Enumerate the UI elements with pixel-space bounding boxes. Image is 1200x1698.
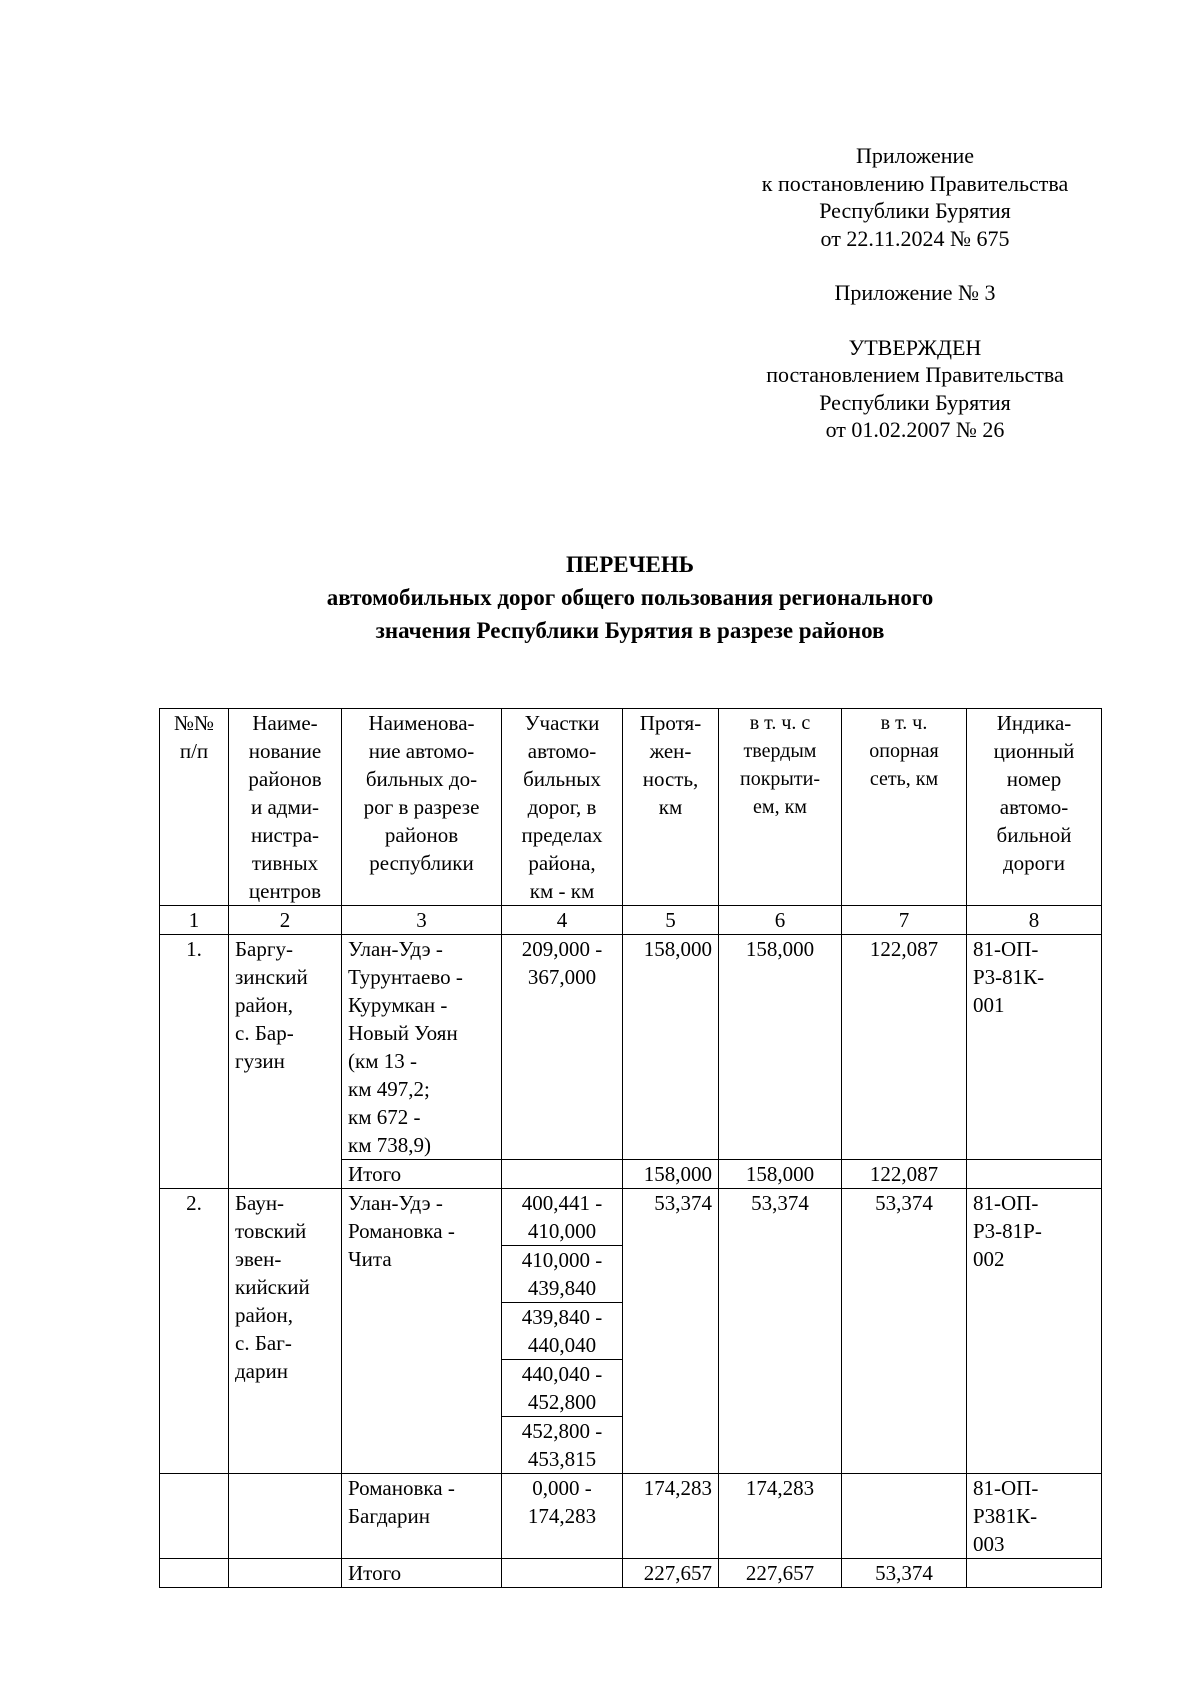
section-segment: 452,800 - 453,815 bbox=[521, 1419, 603, 1471]
road-name-cell: Улан-Удэ - Турунтаево - Курумкан - Новый Уоян (км 13 - км 497,2; км 672 - км 738,9) bbox=[342, 935, 502, 1160]
column-number-row bbox=[160, 906, 1102, 935]
total-hard-surface: 227,657 bbox=[719, 1559, 842, 1588]
hard-surface-cell: 174,283 bbox=[719, 1474, 842, 1559]
section-segment: 439,840 - 440,040 bbox=[502, 1303, 622, 1360]
index-number-cell: 81-ОП- Р3-81К- 001 bbox=[967, 935, 1102, 1160]
section-segment: 440,040 - 452,800 bbox=[502, 1360, 622, 1417]
row-number: 2. bbox=[160, 1189, 229, 1474]
column-number: 3 bbox=[342, 906, 502, 935]
roads-table bbox=[159, 708, 1102, 1588]
title-line-2: автомобильных дорог общего пользования регионального bbox=[326, 585, 934, 610]
column-number: 8 bbox=[967, 906, 1102, 935]
length-cell: 174,283 bbox=[623, 1474, 719, 1559]
total-label: Итого bbox=[342, 1559, 502, 1588]
title-line-3: значения Республики Бурятия в разрезе районов bbox=[375, 618, 885, 643]
approved-line: Республики Бурятия bbox=[819, 389, 1011, 415]
title-line-1: ПЕРЕЧЕНЬ bbox=[566, 552, 694, 577]
column-number: 1 bbox=[160, 906, 229, 935]
section-segment: 400,441 - 410,000 bbox=[502, 1189, 622, 1246]
header-cell-road: Наименова- ние автомо- бильных до- рог в разрезе районов республики bbox=[342, 709, 502, 906]
approved-line: УТВЕРЖДЕН bbox=[848, 334, 982, 360]
sections-cell bbox=[502, 1189, 623, 1474]
header-line: к постановлению Правительства bbox=[761, 170, 1069, 196]
empty-cell bbox=[967, 1559, 1102, 1588]
empty-cell bbox=[160, 1474, 229, 1559]
hard-surface-cell: 53,374 bbox=[719, 1189, 842, 1474]
empty-cell bbox=[229, 1474, 342, 1559]
header-cell-support-network: в т. ч. опорная сеть, км bbox=[842, 709, 967, 906]
road-name-cell: Улан-Удэ - Романовка - Чита bbox=[342, 1189, 502, 1474]
header-cell-sections: Участки автомо- бильных дорог, в пределах района, км - км bbox=[502, 709, 623, 906]
index-number-cell: 81-ОП- Р381К- 003 bbox=[967, 1474, 1102, 1559]
total-hard-surface: 158,000 bbox=[719, 1160, 842, 1189]
empty-cell bbox=[160, 1559, 229, 1588]
header-cell-num: №№ п/п bbox=[160, 709, 229, 906]
header-line: Республики Бурятия bbox=[819, 198, 1011, 223]
hard-surface-cell: 158,000 bbox=[719, 935, 842, 1160]
district-cell: Баргу- зинский район, с. Бар- гузин bbox=[229, 935, 342, 1189]
appendix-number: Приложение № 3 bbox=[834, 280, 996, 305]
header-cell-length: Протя- жен- ность, км bbox=[623, 709, 719, 906]
appendix-header bbox=[735, 142, 1095, 444]
table-row bbox=[160, 1474, 1102, 1559]
index-number-cell: 81-ОП- Р3-81Р- 002 bbox=[967, 1189, 1102, 1474]
support-network-cell bbox=[842, 1474, 967, 1559]
column-number: 4 bbox=[502, 906, 623, 935]
section-segment: 410,000 - 439,840 bbox=[502, 1246, 622, 1303]
column-number: 5 bbox=[623, 906, 719, 935]
header-line: от 22.11.2024 № 675 bbox=[820, 225, 1010, 251]
total-support-network: 53,374 bbox=[842, 1559, 967, 1588]
section-cell: 0,000 - 174,283 bbox=[502, 1474, 623, 1559]
support-network-cell: 53,374 bbox=[842, 1189, 967, 1474]
table-row bbox=[160, 1189, 1102, 1474]
road-name-cell: Романовка - Багдарин bbox=[342, 1474, 502, 1559]
header-cell-hard-surface: в т. ч. с твердым покрыти- ем, км bbox=[719, 709, 842, 906]
column-number: 2 bbox=[229, 906, 342, 935]
total-support-network: 122,087 bbox=[842, 1160, 967, 1189]
column-number: 6 bbox=[719, 906, 842, 935]
row-number: 1. bbox=[160, 935, 229, 1189]
district-cell: Баун- товский эвен- кийский район, с. Баг- дарин bbox=[229, 1189, 342, 1474]
document-title bbox=[180, 548, 1080, 647]
section-cell: 209,000 - 367,000 bbox=[502, 935, 623, 1160]
table-header-row bbox=[160, 709, 1102, 906]
total-length: 227,657 bbox=[623, 1559, 719, 1588]
empty-cell bbox=[502, 1559, 623, 1588]
table-row bbox=[160, 935, 1102, 1160]
support-network-cell: 122,087 bbox=[842, 935, 967, 1160]
header-cell-district: Наиме- нование районов и адми- нистра- тивных центров bbox=[229, 709, 342, 906]
empty-cell bbox=[967, 1160, 1102, 1189]
length-cell: 158,000 bbox=[623, 935, 719, 1160]
approved-line: постановлением Правительства bbox=[766, 362, 1064, 387]
approved-line: от 01.02.2007 № 26 bbox=[825, 417, 1005, 442]
empty-cell bbox=[229, 1559, 342, 1588]
header-cell-index: Индика- ционный номер автомо- бильной дороги bbox=[967, 709, 1102, 906]
empty-cell bbox=[502, 1160, 623, 1189]
total-length: 158,000 bbox=[623, 1160, 719, 1189]
total-row bbox=[160, 1559, 1102, 1588]
header-line: Приложение bbox=[855, 143, 975, 168]
total-label: Итого bbox=[342, 1160, 502, 1189]
length-cell: 53,374 bbox=[623, 1189, 719, 1474]
column-number: 7 bbox=[842, 906, 967, 935]
